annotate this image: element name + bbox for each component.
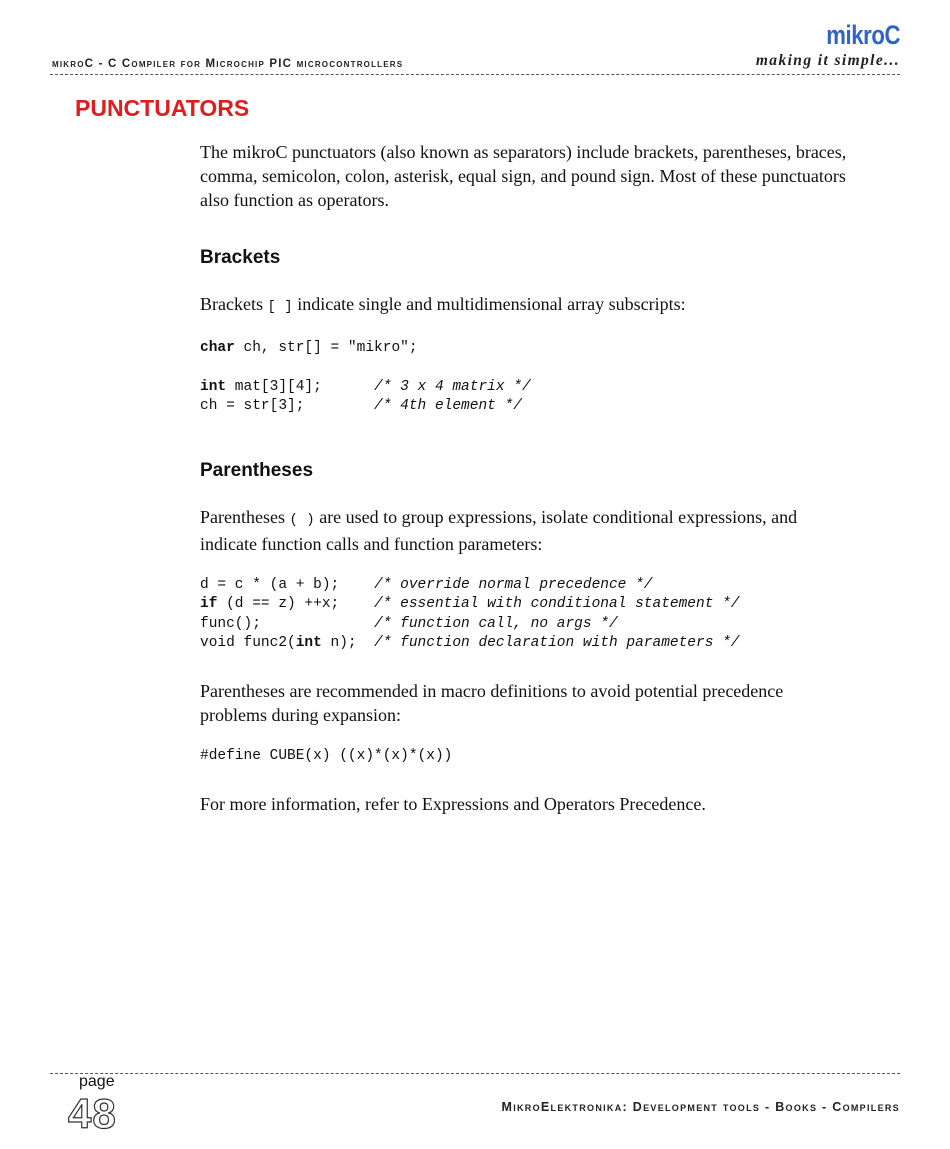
mikroc-logo: mikroC <box>826 20 900 50</box>
code-text: (d == z) ++x; <box>217 596 375 612</box>
page-content <box>200 140 850 816</box>
code-comment: /* override normal precedence */ <box>374 576 653 593</box>
code-text: n); <box>321 635 375 651</box>
parentheses-text-after: are used to group expressions, isolate conditional expressions, and indicate function calls and function parameters: <box>200 506 798 554</box>
code-text: ch, str[] = "mikro"; <box>234 340 418 356</box>
code-text: ch = str[3]; <box>200 398 375 414</box>
more-info-paragraph: For more information, refer to Expressions and Operators Precedence. <box>200 794 706 814</box>
code-comment: /* 3 x 4 matrix */ <box>374 378 531 395</box>
code-comment: /* function declaration with parameters */ <box>374 635 740 651</box>
header-divider <box>50 74 900 75</box>
header-title: mikroC - C Compiler for Microchip PIC microcontrollers <box>52 58 404 70</box>
parentheses-text-before: Parentheses <box>200 506 285 527</box>
code-text: d = c * (a + b); <box>200 576 375 593</box>
tagline: making it simple... <box>755 52 900 69</box>
macro-paragraph: Parentheses are recommended in macro definitions to avoid potential precedence problems during expansion: <box>200 680 784 725</box>
brackets-inline-code: [ ] <box>267 299 293 315</box>
code-keyword: int <box>200 378 227 395</box>
code-line <box>200 397 850 417</box>
code-comment: /* function call, no args */ <box>374 615 618 632</box>
code-line <box>200 595 850 615</box>
code-line <box>200 576 850 596</box>
parentheses-paragraph <box>200 505 850 556</box>
code-text: void func2( <box>200 635 296 651</box>
footer-divider <box>50 1073 900 1074</box>
macro-code-block: #define CUBE(x) ((x)*(x)*(x)) <box>200 747 453 764</box>
footer-publisher: MikroElektronika: Development tools - Books - Compilers <box>501 1100 900 1114</box>
brackets-paragraph <box>200 292 850 319</box>
code-keyword: char <box>200 340 235 356</box>
footer-page-label: page <box>79 1073 115 1090</box>
brackets-code-block-2 <box>200 378 850 417</box>
brackets-code-block-1 <box>200 339 850 359</box>
code-keyword: if <box>200 596 218 612</box>
code-line <box>200 615 850 635</box>
intro-paragraph: The mikroC punctuators (also known as separators) include brackets, parentheses, braces, comma, semicolon, colon, asterisk, equal sign, and pound sign. Most of these punctuators also function as operators. <box>200 142 847 210</box>
footer-page-number: 48 <box>68 1090 117 1137</box>
code-line <box>200 634 850 654</box>
brackets-text-before: Brackets <box>200 294 263 314</box>
parentheses-inline-code: ( ) <box>289 511 315 528</box>
brackets-heading: Brackets <box>200 247 281 268</box>
parentheses-heading: Parentheses <box>200 459 314 481</box>
brackets-text-after: indicate single and multidimensional array subscripts: <box>297 294 686 314</box>
code-comment: /* essential with conditional statement */ <box>374 596 740 612</box>
code-text: mat[3][4]; <box>226 378 375 395</box>
section-title: PUNCTUATORS <box>75 95 250 121</box>
code-keyword: int <box>295 635 322 651</box>
code-comment: /* 4th element */ <box>374 398 522 414</box>
code-text: func(); <box>200 615 375 632</box>
parentheses-code-block <box>200 576 850 654</box>
code-line <box>200 378 850 398</box>
